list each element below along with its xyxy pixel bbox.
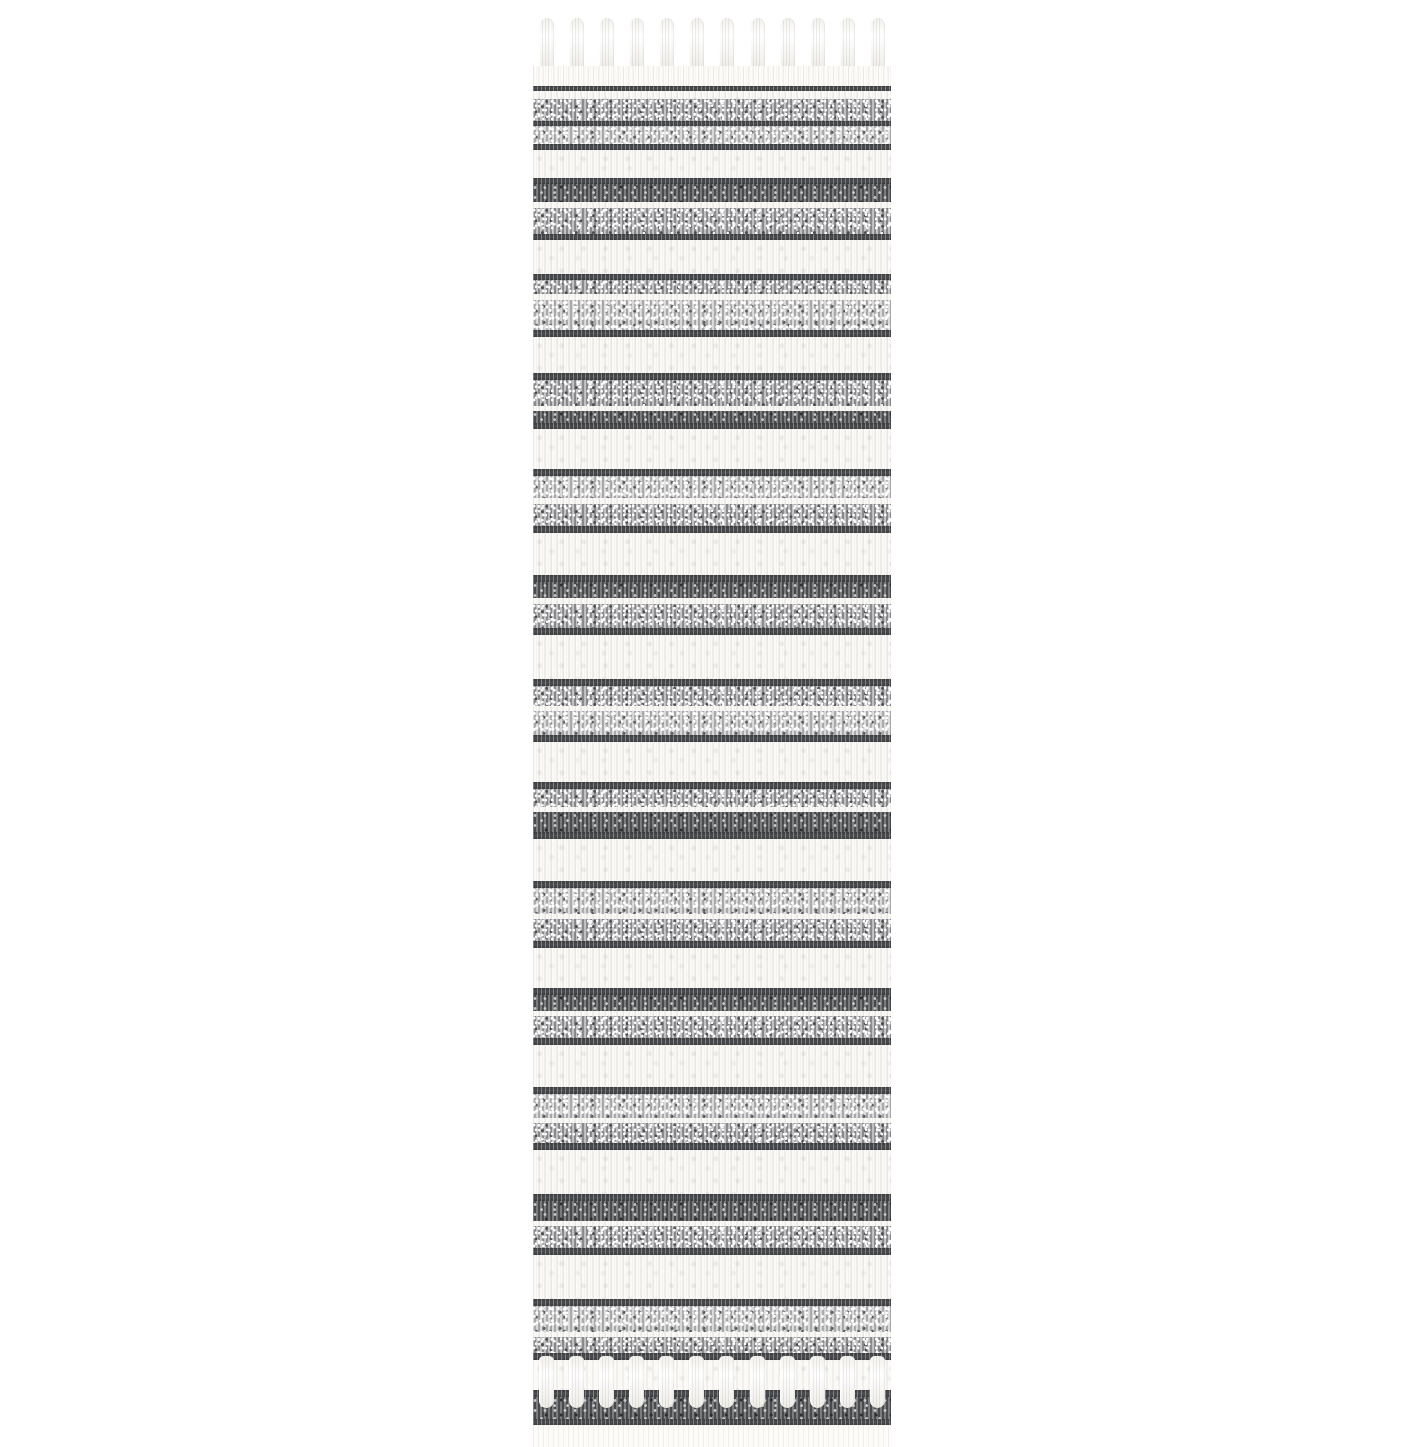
fringe-tassel (870, 18, 885, 70)
fringe-tassel (840, 18, 855, 70)
rug-stripe-speckle-light (533, 711, 891, 735)
fringe-tassel (539, 1356, 554, 1408)
rug-stripe-speckle (533, 686, 891, 706)
rug-stripe-speckle (533, 1016, 891, 1038)
rug-stripe-dark (533, 832, 891, 839)
rug-stripe-speckle (533, 919, 891, 941)
fringe-tassel (659, 18, 674, 70)
rug-stripe-dark (533, 469, 891, 476)
rug-stripe-speckle (533, 789, 891, 807)
fringe-tassel (629, 18, 644, 70)
rug-stripe-selvedge (533, 66, 891, 86)
fringe-tassel (780, 18, 795, 70)
rug-stripe-dark (533, 881, 891, 888)
fringe-tassel (539, 18, 554, 70)
rug-stripe-cream (533, 429, 891, 469)
fringe-tassel (599, 18, 614, 70)
rug-stripe-dark (533, 1194, 891, 1201)
rug-stripe-speckle (533, 208, 891, 234)
rug-stripe-speckle (533, 280, 891, 294)
rug-stripe-speckle-light (533, 126, 891, 144)
rug-stripe-speckle-light (533, 300, 891, 330)
rug-stripe-cream (533, 635, 891, 679)
rug-stripe-cream (533, 337, 891, 373)
rug-stripe-dark (533, 1248, 891, 1255)
rug-stripe-dark (533, 1299, 891, 1306)
rug-stripe-dark (533, 575, 891, 582)
rug-stripe-cream (533, 150, 891, 178)
rug-stripe-cream (533, 839, 891, 881)
rug-stripe-selvedge (533, 1425, 891, 1447)
rug-stripe-charcoal (533, 582, 891, 598)
rug-stripe-dark (533, 1143, 891, 1150)
rug-stripe-speckle (533, 1123, 891, 1143)
fringe-tassel (870, 1356, 885, 1408)
rug-stripe-charcoal (533, 1201, 891, 1221)
rug-stripe-dark (533, 735, 891, 742)
rug-stripe-charcoal (533, 184, 891, 202)
rug-stripe-cream (533, 742, 891, 782)
rug-stripe-dark (533, 330, 891, 337)
rug-stripe-dark (533, 679, 891, 686)
fringe-tassel (810, 1356, 825, 1408)
fringe-tassel (810, 18, 825, 70)
rug-stripe-speckle-light (533, 476, 891, 498)
rug-stripe-speckle (533, 1337, 891, 1353)
fringe-tassel (719, 18, 734, 70)
rug-stripe-speckle-light (533, 1094, 891, 1118)
rug-stripe-dark (533, 782, 891, 789)
fringe-tassel (569, 1356, 584, 1408)
rug-stripe-dark (533, 526, 891, 533)
rug-stripe-cream (533, 1045, 891, 1087)
rug-stripe-dark (533, 941, 891, 948)
rug-stripe-dark (533, 628, 891, 635)
fringe-tassel (659, 1356, 674, 1408)
rug-stripe-speckle (533, 604, 891, 628)
fringe-tassel (689, 18, 704, 70)
rug-stripe-charcoal (533, 995, 891, 1011)
fringe-tassel (780, 1356, 795, 1408)
rug-stripe-dark (533, 1038, 891, 1045)
rug-stripe-charcoal (533, 411, 891, 423)
fringe-tassel (629, 1356, 644, 1408)
fringe-tassel (719, 1356, 734, 1408)
rug-stripe-speckle (533, 99, 891, 121)
rug-stripe-dark (533, 373, 891, 380)
rug-stripe-cream (533, 91, 891, 99)
rug-stripe-cream (533, 1150, 891, 1194)
rug-stripe-cream (533, 240, 891, 274)
rug-stripe-cream (533, 533, 891, 575)
fringe-tassel (599, 1356, 614, 1408)
fringe-bottom (533, 1356, 891, 1412)
rug-stripe-speckle (533, 380, 891, 406)
rug-stripe-speckle (533, 1226, 891, 1248)
fringe-tassel (750, 18, 765, 70)
rug-stripe-speckle-light (533, 1306, 891, 1332)
striped-runner-rug (533, 66, 891, 1362)
rug-stripe-dark (533, 1087, 891, 1094)
rug-stripe-cream (533, 1255, 891, 1299)
rug-stripe-speckle-light (533, 888, 891, 914)
rug-stripe-speckle (533, 504, 891, 526)
rug-stripe-dark (533, 988, 891, 995)
fringe-tassel (840, 1356, 855, 1408)
rug-stripe-charcoal (533, 812, 891, 832)
fringe-top (533, 14, 891, 70)
fringe-tassel (569, 18, 584, 70)
fringe-tassel (750, 1356, 765, 1408)
fringe-tassel (689, 1356, 704, 1408)
rug-stripe-cream (533, 948, 891, 988)
